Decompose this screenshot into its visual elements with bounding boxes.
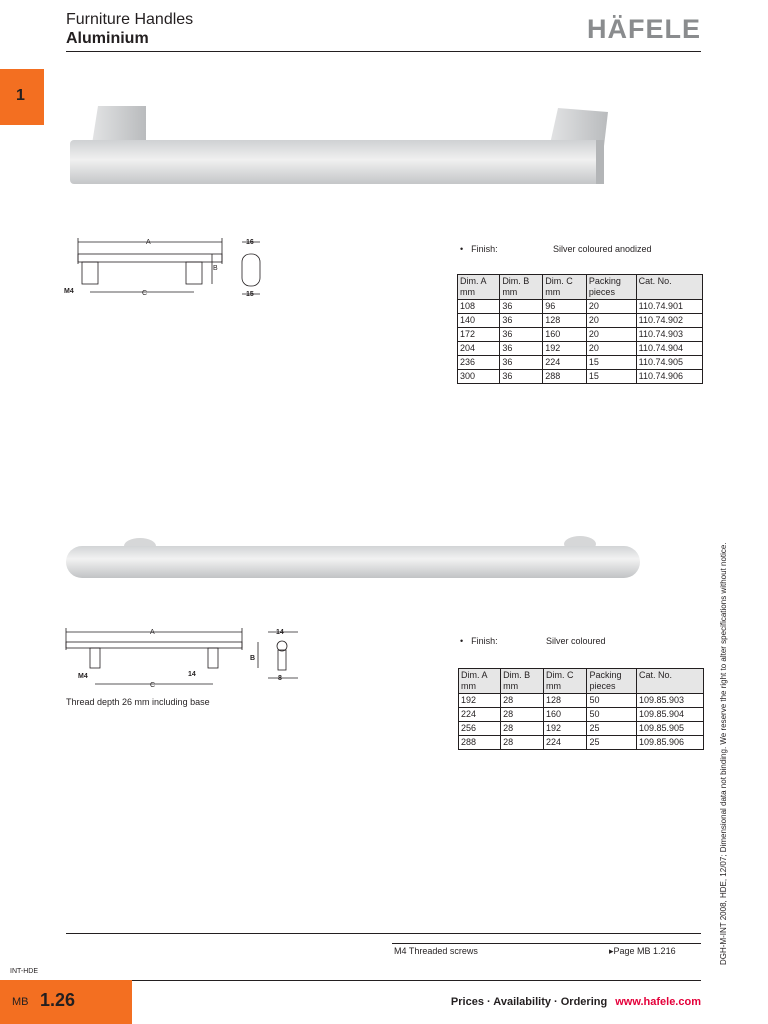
table-row [459, 736, 704, 750]
dim-top-label: 14 [276, 629, 284, 636]
product2-spec-table [458, 668, 704, 750]
cell: 109.85.903 [637, 694, 704, 708]
arrow-right-icon: ▸ [609, 946, 614, 956]
bullet: • [460, 636, 464, 646]
cell: 28 [501, 722, 544, 736]
column-header: Packing pieces [586, 275, 636, 300]
column-header: Dim. B mm [501, 669, 544, 694]
dim-bottom-label: 15 [246, 291, 254, 298]
cell: 109.85.906 [637, 736, 704, 750]
page-number: 1.26 [40, 990, 76, 1010]
cell: 288 [459, 736, 501, 750]
cell: 192 [543, 342, 587, 356]
reference-label: M4 Threaded screws [394, 946, 478, 956]
cell: 160 [543, 328, 587, 342]
cell: 224 [543, 736, 586, 750]
table-row [458, 370, 703, 384]
footer-divider-bottom [66, 980, 701, 981]
product1-finish-value: Silver coloured anodized [553, 244, 652, 254]
product1-finish [460, 244, 498, 254]
cell: 28 [501, 694, 544, 708]
thread-label: M4 [64, 288, 74, 295]
product1-dimension-drawing [62, 234, 272, 298]
column-header: Packing pieces [587, 669, 637, 694]
table-row [458, 314, 703, 328]
cell: 192 [459, 694, 501, 708]
page-subtitle: Aluminium [66, 30, 149, 47]
dim-c-label: C [150, 682, 156, 688]
brand-logo: HÄFELE [587, 14, 701, 44]
cell: 25 [587, 736, 637, 750]
dim-b-label: B [250, 655, 256, 662]
product2-finish-value: Silver coloured [546, 636, 606, 646]
table-row [458, 356, 703, 370]
cell: 256 [459, 722, 501, 736]
cell: 236 [458, 356, 500, 370]
cell: 110.74.905 [636, 356, 702, 370]
product1-spec-table [457, 274, 703, 384]
cell: 110.74.901 [636, 300, 702, 314]
cell: 288 [543, 370, 587, 384]
cell: 96 [543, 300, 587, 314]
page-title: Furniture Handles [66, 11, 194, 28]
cell: 15 [586, 370, 636, 384]
cell: 300 [458, 370, 500, 384]
cell: 50 [587, 708, 637, 722]
column-header: Dim. A mm [458, 275, 500, 300]
cell: 109.85.904 [637, 708, 704, 722]
product2-dimension-drawing [62, 624, 302, 688]
cell: 108 [458, 300, 500, 314]
mb-label: MB [12, 996, 29, 1008]
cell: 172 [458, 328, 500, 342]
cell: 28 [501, 736, 544, 750]
table-row [458, 328, 703, 342]
table-row [459, 708, 704, 722]
tagline-text: Prices · Availability · Ordering [450, 996, 608, 1008]
column-header: Dim. A mm [459, 669, 501, 694]
cell: 36 [500, 356, 543, 370]
cell: 192 [543, 722, 586, 736]
reference-divider [392, 943, 701, 944]
cell: 128 [543, 314, 587, 328]
cell: 110.74.906 [636, 370, 702, 384]
cell: 36 [500, 342, 543, 356]
table-row [458, 342, 703, 356]
cell: 15 [586, 356, 636, 370]
column-header: Cat. No. [636, 275, 702, 300]
chapter-tab [0, 69, 44, 125]
cell: 204 [458, 342, 500, 356]
table-header-row [459, 669, 704, 694]
dim-top-label: 16 [246, 239, 254, 246]
internal-code: INT-HDE [10, 968, 38, 975]
cell: 20 [586, 342, 636, 356]
column-header: Dim. B mm [500, 275, 543, 300]
finish-label: Finish: [471, 244, 498, 254]
cell: 36 [500, 314, 543, 328]
dim-b-label: B [213, 265, 218, 272]
product1-handle-image [66, 100, 612, 190]
table-row [459, 694, 704, 708]
footer-tagline [451, 996, 701, 1008]
cell: 36 [500, 370, 543, 384]
cell: 50 [587, 694, 637, 708]
reference-page: Page MB 1.216 [613, 946, 676, 956]
dim-c-label: C [142, 290, 148, 297]
website-link[interactable]: www.hafele.com [615, 996, 701, 1008]
column-header: Dim. C mm [543, 669, 586, 694]
cell: 224 [543, 356, 587, 370]
table-row [459, 722, 704, 736]
dim-bottom-label: 8 [278, 675, 282, 682]
cell: 28 [501, 708, 544, 722]
bullet: • [460, 244, 464, 254]
cell: 110.74.904 [636, 342, 702, 356]
chapter-number: 1 [16, 87, 25, 104]
column-header: Cat. No. [637, 669, 704, 694]
cell: 20 [586, 300, 636, 314]
cell: 25 [587, 722, 637, 736]
header-divider [66, 51, 701, 52]
column-header: Dim. C mm [543, 275, 587, 300]
footer-divider-top [66, 933, 701, 934]
cell: 110.74.902 [636, 314, 702, 328]
table-header-row [458, 275, 703, 300]
cell: 109.85.905 [637, 722, 704, 736]
dim-foot-label: 14 [188, 671, 196, 678]
cell: 110.74.903 [636, 328, 702, 342]
cell: 160 [543, 708, 586, 722]
thread-depth-note: Thread depth 26 mm including base [66, 697, 210, 707]
table-row [458, 300, 703, 314]
finish-label: Finish: [471, 636, 498, 646]
cell: 36 [500, 328, 543, 342]
cell: 20 [586, 328, 636, 342]
cell: 140 [458, 314, 500, 328]
dim-a-label: A [150, 629, 155, 636]
cell: 224 [459, 708, 501, 722]
reference-link[interactable] [609, 946, 676, 957]
product2-handle-image [66, 534, 646, 584]
product2-finish [460, 636, 498, 646]
page-number-tab [0, 980, 132, 1024]
cell: 128 [543, 694, 586, 708]
thread-label: M4 [78, 673, 88, 680]
cell: 36 [500, 300, 543, 314]
cell: 20 [586, 314, 636, 328]
legal-side-note: DGH-M-INT 2008, HDE, 12/07; Dimensional data not binding. We reserve the right to alter specifications without notice. [719, 542, 728, 965]
dim-a-label: A [146, 239, 151, 246]
